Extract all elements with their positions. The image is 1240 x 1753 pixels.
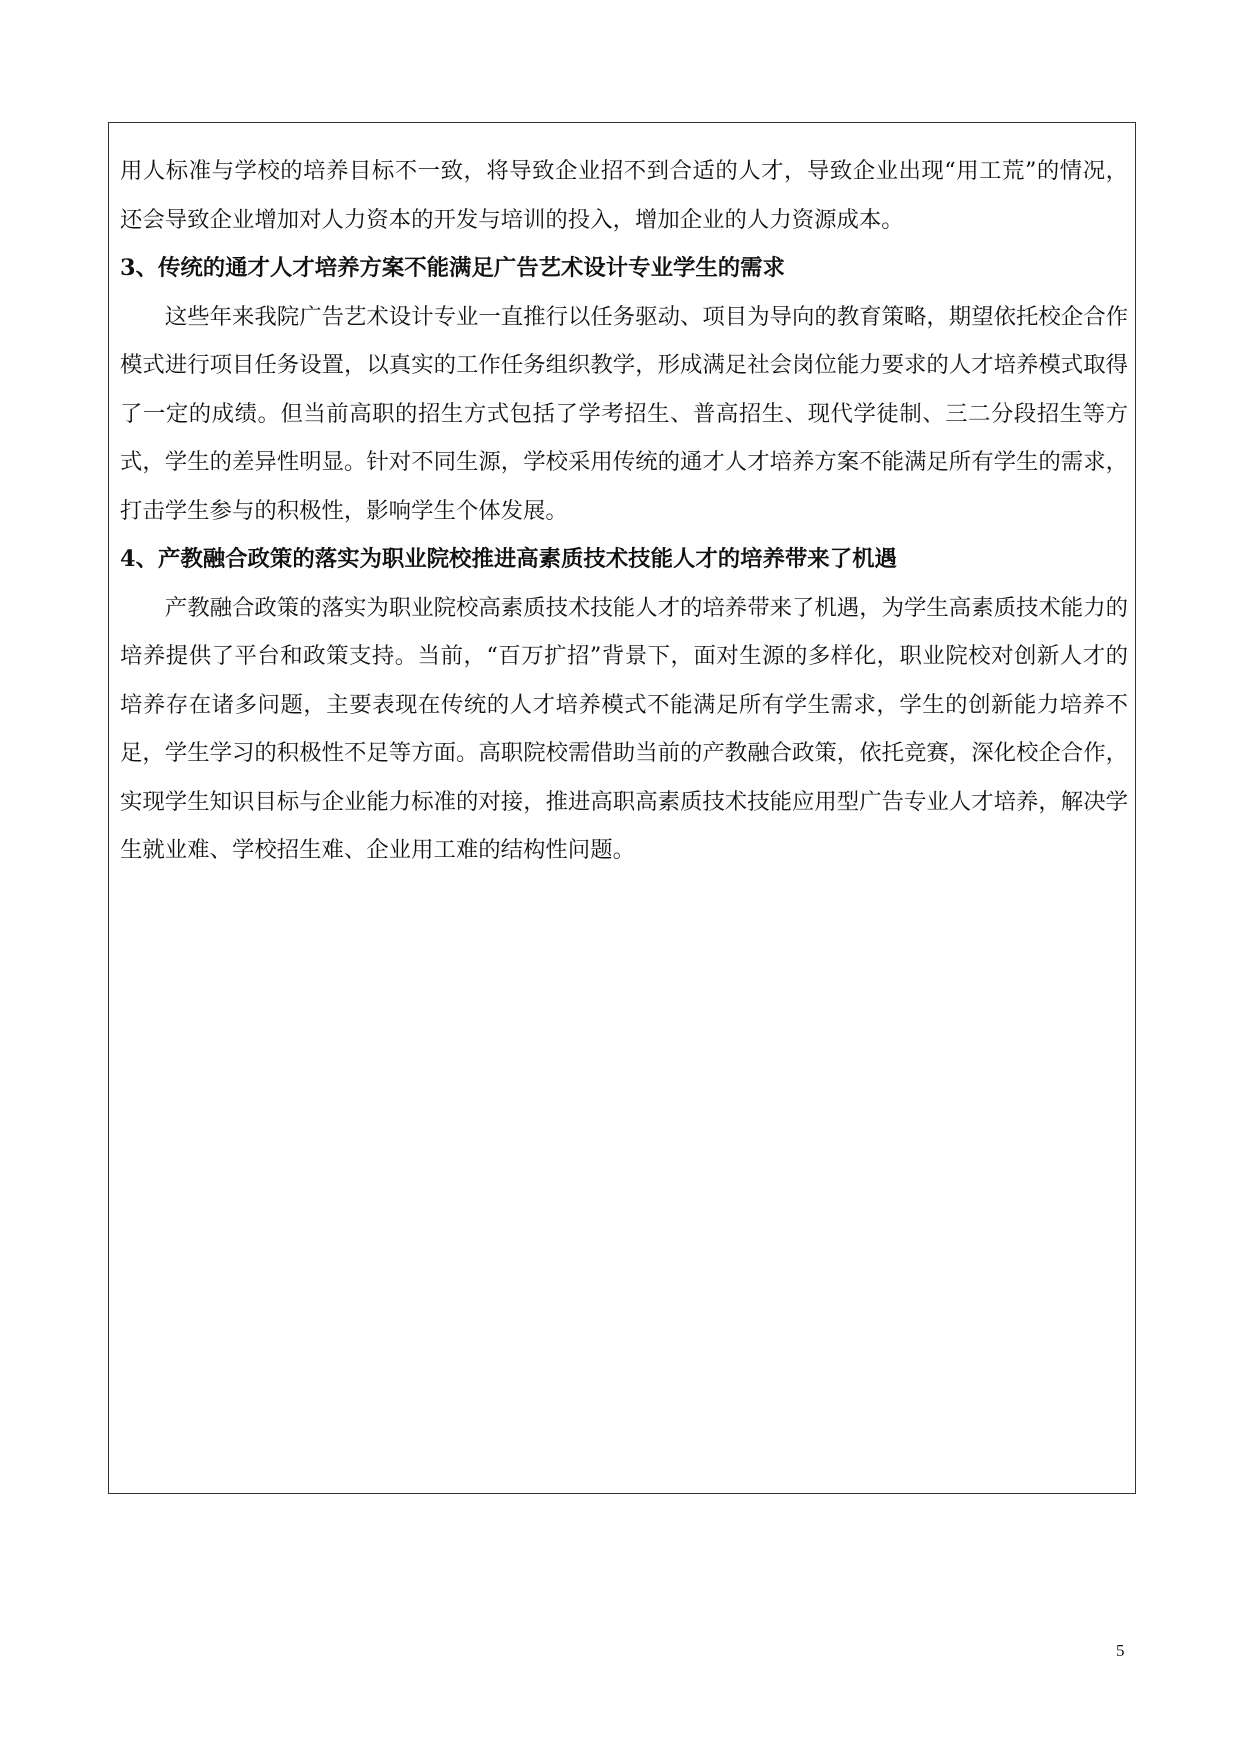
section-3-heading: 3、传统的通才人才培养方案不能满足广告艺术设计专业学生的需求	[120, 255, 785, 281]
continued-paragraph: 用人标准与学校的培养目标不一致，将导致企业招不到合适的人才，导致企业出现“用工荒”的情况，还会导致企业增加对人力资本的开发与培训的投入，增加企业的人力资源成本。	[120, 158, 1128, 233]
section-4-paragraph: 产教融合政策的落实为职业院校高素质技术技能人才的培养带来了机遇，为学生高素质技术能力的培养提供了平台和政策支持。当前，“百万扩招”背景下，面对生源的多样化，职业院校对创新人才的培养存在诸多问题，主要表现在传统的人才培养模式不能满足所有学生需求，学生的创新能力培养不足，学生学习的积极性不足等方面。高职院校需借助当前的产教融合政策，依托竞赛，深化校企合作，实现学生知识目标与企业能力标准的对接，推进高职高素质技术技能应用型广告专业人才培养，解决学生就业难、学校招生难、企业用工难的结构性问题。	[120, 594, 1128, 863]
section-3-paragraph: 这些年来我院广告艺术设计专业一直推行以任务驱动、项目为导向的教育策略，期望依托校企合作模式进行项目任务设置，以真实的工作任务组织教学，形成满足社会岗位能力要求的人才培养模式取得了一定的成绩。但当前高职的招生方式包括了学考招生、普高招生、现代学徒制、三二分段招生等方式，学生的差异性明显。针对不同生源，学校采用传统的通才人才培养方案不能满足所有学生的需求，打击学生参与的积极性，影响学生个体发展。	[120, 303, 1128, 524]
page-number: 5	[1116, 1641, 1125, 1660]
section-4-heading: 4、产教融合政策的落实为职业院校推进高素质技术技能人才的培养带来了机遇	[120, 546, 897, 572]
document-body	[120, 147, 1128, 875]
